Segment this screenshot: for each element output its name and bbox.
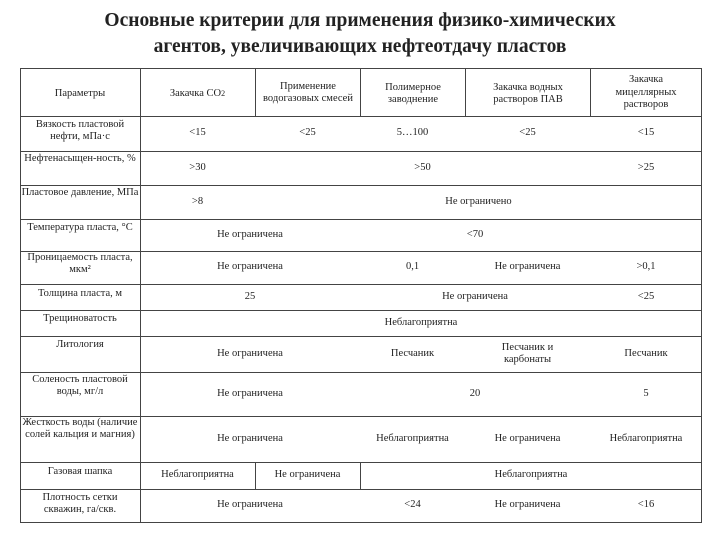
cell-hardness-micellar: Неблагоприятна xyxy=(609,432,683,444)
cell-gascap-wag: Не ограничена xyxy=(274,469,341,481)
cell-viscosity-polymer: 5…100 xyxy=(396,127,429,139)
cell-gascap-rest: Неблагоприятна xyxy=(494,469,568,481)
param-salinity: Соленость пластовой воды, мг/л xyxy=(32,374,128,397)
cell-saturation-co2: >30 xyxy=(189,161,206,173)
cell-hardness-left: Не ограничена xyxy=(217,432,283,444)
cell-permeability-surfactant: Не ограничена xyxy=(494,261,561,273)
cell-gascap-co2: Неблагоприятна xyxy=(161,469,234,481)
title-line-2: агентов, увеличивающих нефтеотдачу пластов xyxy=(153,36,567,57)
cell-temperature-left: Не ограничена xyxy=(217,228,283,240)
cell-hardness-surfactant: Не ограничена xyxy=(494,432,561,444)
param-saturation: Нефтенасыщен-ность, % xyxy=(24,153,136,164)
cell-density-left: Не ограничена xyxy=(217,499,283,511)
param-temperature: Температура пласта, °С xyxy=(27,222,133,233)
cell-density-surfactant: Не ограничена xyxy=(494,499,561,511)
cell-saturation-mid: >50 xyxy=(414,161,431,173)
cell-pressure-co2: >8 xyxy=(191,195,204,207)
cell-permeability-left: Не ограничена xyxy=(217,261,283,273)
header-co2-subscript: 2 xyxy=(221,88,226,98)
header-wag: Применение водогазовых смесей xyxy=(263,80,353,104)
param-pressure: Пластовое давление, МПа xyxy=(21,187,139,198)
cell-salinity-mid: 20 xyxy=(469,387,481,399)
cell-temperature-right: <70 xyxy=(466,228,484,240)
cell-lithology-left: Не ограничена xyxy=(217,347,283,359)
param-fracturing: Трещиноватость xyxy=(43,313,117,324)
cell-pressure-rest: Не ограничено xyxy=(445,195,512,207)
param-permeability: Проницаемость пласта, мкм² xyxy=(27,252,133,275)
cell-density-polymer: <24 xyxy=(404,499,421,511)
cell-salinity-micellar: 5 xyxy=(643,387,649,399)
header-polymer: Полимерное заводнение xyxy=(385,81,441,105)
cell-viscosity-surfactant: <25 xyxy=(519,127,536,139)
header-surfactant: Закачка водных растворов ПАВ xyxy=(493,81,563,105)
cell-viscosity-micellar: <15 xyxy=(637,127,655,139)
cell-thickness-micellar: <25 xyxy=(637,290,655,302)
cell-density-micellar: <16 xyxy=(637,499,655,511)
cell-lithology-surfactant: Песчаник и карбонаты xyxy=(501,341,554,365)
cell-lithology-micellar: Песчаник xyxy=(624,347,668,359)
cell-saturation-micellar: >25 xyxy=(637,161,655,173)
title-line-1: Основные критерии для применения физико-химических xyxy=(104,10,616,31)
param-density: Плотность сетки скважин, га/скв. xyxy=(42,492,118,515)
header-params: Параметры xyxy=(54,87,106,99)
header-co2-label: Закачка CO xyxy=(169,87,222,99)
cell-permeability-micellar: >0,1 xyxy=(636,261,656,273)
cell-fracturing-all: Неблагоприятна xyxy=(384,316,458,328)
cell-lithology-polymer: Песчаник xyxy=(390,347,435,359)
cell-viscosity-wag: <25 xyxy=(299,127,316,139)
header-micellar: Закачка мицеллярных растворов xyxy=(615,74,677,111)
cell-viscosity-co2: <15 xyxy=(189,127,206,139)
cell-salinity-left: Не ограничена xyxy=(217,387,283,399)
param-viscosity: Вязкость пластовой нефти, мПа·с xyxy=(35,119,125,142)
cell-thickness-left: 25 xyxy=(244,290,256,302)
cell-thickness-mid: Не ограничена xyxy=(442,290,508,302)
param-lithology: Литология xyxy=(56,339,104,350)
cell-hardness-polymer: Неблагоприятна xyxy=(376,432,449,444)
param-hardness: Жесткость воды (наличие солей кальция и магния) xyxy=(22,417,138,440)
header-co2 xyxy=(140,72,255,116)
param-gascap: Газовая шапка xyxy=(47,466,113,477)
cell-permeability-polymer: 0,1 xyxy=(405,261,420,273)
param-thickness: Толщина пласта, м xyxy=(37,288,123,299)
